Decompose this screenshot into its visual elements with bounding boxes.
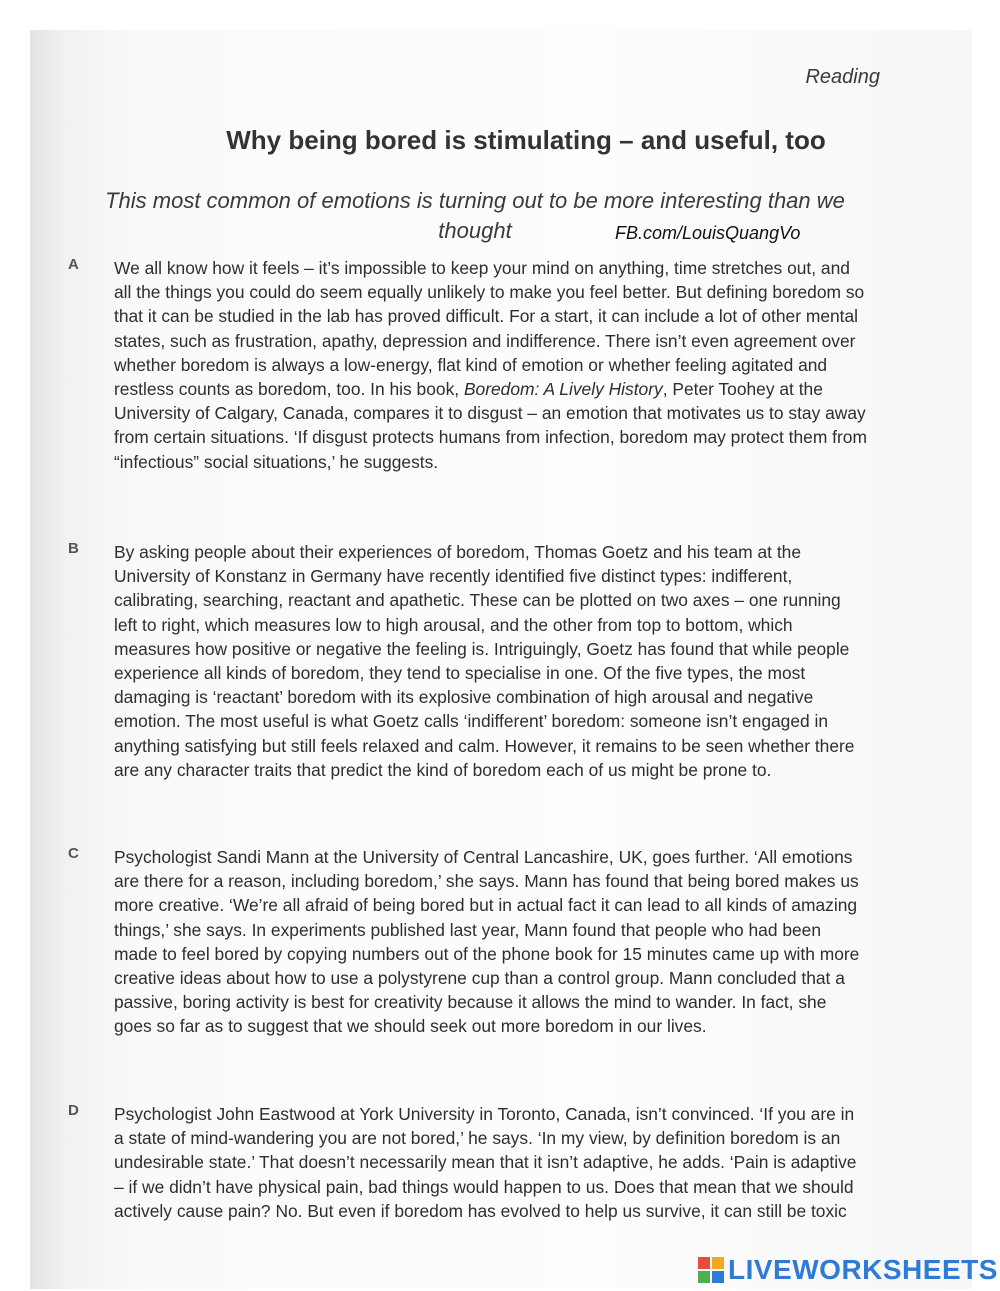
paragraph-letter: B (68, 540, 79, 557)
book-title: Boredom: A Lively History (463, 379, 663, 400)
article-title: Why being bored is stimulating – and useful, too (226, 125, 826, 155)
paragraph-text: Psychologist John Eastwood at York University in Toronto, Canada, isn’t convinced. ‘If you are in a state of mind-wandering you are not bored,’ he says. ‘In my view, by definition boredom is an undesirable state.’ That doesn’t necessarily mean that it isn’t adaptive, he adds. ‘Pain is adaptive – if we didn’t have physical pain, bad things would happen to us. Does that mean that we should actively cause pain? No. But even if boredom has evolved to help us survive, it can still be toxic (114, 1104, 857, 1221)
paragraph-letter: A (68, 256, 79, 273)
paragraph-text: By asking people about their experiences of boredom, Thomas Goetz and his team at the University of Konstanz in Germany have recently identified five distinct types: indifferent, calibrating, searching, reactant and apathetic. These can be plotted on two axes – one running left to right, which measures low to high arousal, and the other from top to bottom, which measures how positive or negative the feeling is. Intriguingly, Goetz has found that while people experience all kinds of boredom, they tend to specialise in one. Of the five types, the most damaging is ‘reactant’ boredom with its explosive combination of high arousal and negative emotion. The most useful is what Goetz calls ‘indifferent’ boredom: someone isn’t engaged in anything satisfying but still feels relaxed and calm. However, it remains to be seen whether there are any character traits that predict the kind of boredom each of us might be prone to. (114, 542, 855, 780)
paragraph-b (68, 540, 868, 782)
logo-mark-icon (698, 1257, 724, 1283)
paragraph-letter: C (68, 845, 79, 862)
paragraph-a (68, 256, 868, 474)
logo-square-icon (712, 1257, 724, 1269)
paragraph-letter: D (68, 1102, 79, 1119)
paragraph-text: Psychologist Sandi Mann at the University of Central Lancashire, UK, goes further. ‘All emotions are there for a reason, including boredom,’ she says. Mann has found that being bored makes us more creative. ‘We’re all afraid of being bored but in actual fact it can lead to all kinds of amazing things,’ she says. In experiments published last year, Mann found that people who had been made to feel bored by copying numbers out of the phone book for 15 minutes came up with more creative ideas about how to use a polystyrene cup than a control group. Mann concluded that a passive, boring activity is best for creativity because it allows the mind to wander. In fact, she goes so far as to suggest that we should seek out more boredom in our lives. (114, 847, 860, 1037)
paragraph-d (68, 1102, 868, 1223)
section-label: Reading (805, 66, 880, 88)
logo-text: LIVEWORKSHEETS (728, 1254, 998, 1285)
logo-square-icon (712, 1271, 724, 1283)
logo-square-icon (698, 1271, 710, 1283)
article-subtitle: This most common of emotions is turning out to be more interesting than we thought (105, 188, 845, 243)
liveworksheets-logo[interactable] (698, 1254, 998, 1286)
paragraph-text: We all know how it feels – it’s impossible to keep your mind on anything, time stretches out, and all the things you could do seem equally unlikely to make you feel better. But defining boredom so that it can be studied in the lab has proved difficult. For a start, it can include a lot of other mental states, such as frustration, apathy, depression and indifference. There isn’t even agreement over whether boredom is always a low-energy, flat kind of emotion or whether feeling agitated and restless counts as boredom, too. In his book, Boredom: A Lively History, Peter Toohey at the University of Calgary, Canada, compares it to disgust – an emotion that motivates us to stay away from certain situations. ‘If disgust protects humans from infection, boredom may protect them from “infectious” social situations,’ he suggests. (114, 258, 867, 472)
paragraph-c (68, 845, 868, 1039)
watermark-credit: FB.com/LouisQuangVo (615, 223, 801, 243)
logo-square-icon (698, 1257, 710, 1269)
worksheet-page (30, 30, 972, 1289)
